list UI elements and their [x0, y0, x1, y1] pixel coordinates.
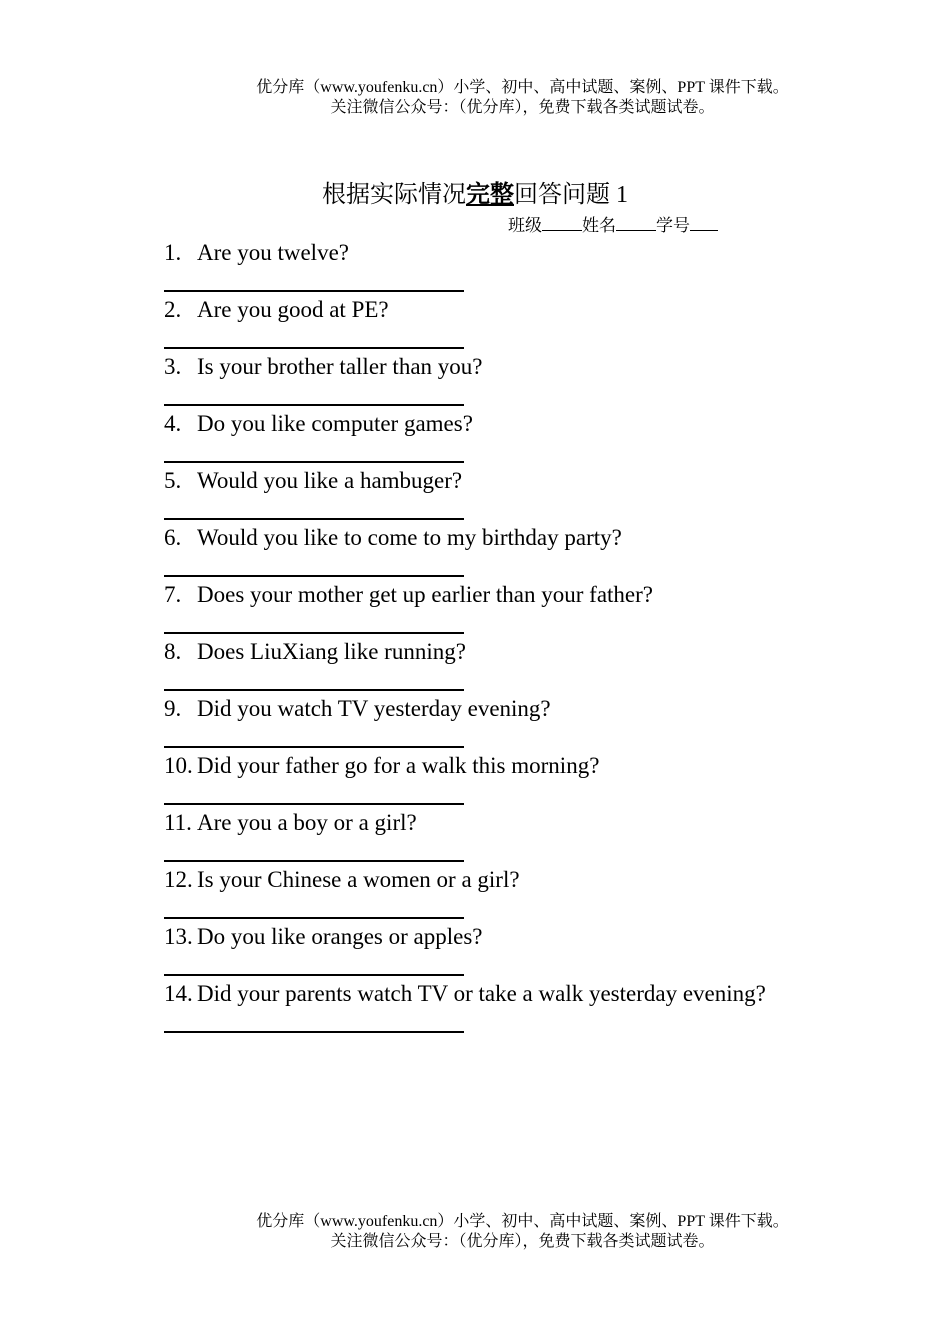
class-label: 班级 [508, 216, 542, 235]
footer-line-1: 优分库（www.youfenku.cn）小学、初中、高中试题、案例、PPT 课件下载。 [256, 1213, 789, 1230]
question-item-9 [164, 692, 864, 749]
name-label: 姓名 [582, 216, 616, 235]
answer-line[interactable] [164, 746, 464, 748]
footer-line-2: 关注微信公众号：（优分库），免费下载各类试题试卷。 [330, 1233, 715, 1250]
student-id-blank[interactable] [690, 214, 718, 231]
answer-line[interactable] [164, 518, 464, 520]
name-blank[interactable] [616, 214, 656, 231]
question-number: 7. [164, 582, 182, 607]
question-item-8 [164, 635, 864, 692]
question-text: Is your brother taller than you? [197, 354, 483, 379]
question-item-7 [164, 578, 864, 635]
question-item-4 [164, 407, 864, 464]
header-line-1: 优分库（www.youfenku.cn）小学、初中、高中试题、案例、PPT 课件下载。 [256, 79, 789, 96]
title-emphasis: 完整 [466, 182, 514, 208]
title-suffix: 回答问题 1 [514, 182, 628, 208]
question-text: Are you twelve? [197, 240, 349, 265]
student-id-label: 学号 [656, 216, 690, 235]
question-number: 4. [164, 411, 182, 436]
answer-line[interactable] [164, 461, 464, 463]
answer-line[interactable] [164, 974, 464, 976]
answer-line[interactable] [164, 632, 464, 634]
question-number: 13. [164, 924, 193, 949]
question-item-5 [164, 464, 864, 521]
question-item-1 [164, 236, 864, 293]
question-item-3 [164, 350, 864, 407]
question-text: Does your mother get up earlier than your father? [197, 582, 653, 607]
answer-line[interactable] [164, 917, 464, 919]
question-text: Did your parents watch TV or take a walk yesterday evening? [197, 981, 766, 1006]
question-number: 5. [164, 468, 182, 493]
question-text: Are you good at PE? [197, 297, 389, 322]
question-text: Does LiuXiang like running? [197, 639, 466, 664]
answer-line[interactable] [164, 803, 464, 805]
answer-line[interactable] [164, 290, 464, 292]
worksheet-title [0, 180, 950, 210]
question-text: Is your Chinese a women or a girl? [197, 867, 520, 892]
question-number: 1. [164, 240, 182, 265]
question-item-13 [164, 920, 864, 977]
question-number: 8. [164, 639, 182, 664]
page-header [0, 78, 950, 118]
title-prefix: 根据实际情况 [322, 182, 466, 208]
answer-line[interactable] [164, 689, 464, 691]
answer-line[interactable] [164, 1031, 464, 1033]
question-text: Did you watch TV yesterday evening? [197, 696, 551, 721]
question-number: 6. [164, 525, 182, 550]
question-item-10 [164, 749, 864, 806]
question-list [164, 236, 864, 1034]
header-line-2: 关注微信公众号：（优分库），免费下载各类试题试卷。 [330, 99, 715, 116]
question-item-2 [164, 293, 864, 350]
question-text: Do you like computer games? [197, 411, 473, 436]
answer-line[interactable] [164, 347, 464, 349]
class-blank[interactable] [542, 214, 582, 231]
question-number: 11. [164, 810, 192, 835]
page-footer [0, 1212, 950, 1252]
answer-line[interactable] [164, 404, 464, 406]
question-number: 10. [164, 753, 193, 778]
question-item-12 [164, 863, 864, 920]
question-number: 3. [164, 354, 182, 379]
question-number: 14. [164, 981, 193, 1006]
question-number: 9. [164, 696, 182, 721]
question-text: Would you like a hambuger? [197, 468, 463, 493]
question-text: Did your father go for a walk this morning? [197, 753, 600, 778]
question-number: 2. [164, 297, 182, 322]
answer-line[interactable] [164, 860, 464, 862]
student-info-line [508, 214, 718, 237]
question-text: Are you a boy or a girl? [197, 810, 417, 835]
question-text: Would you like to come to my birthday party? [197, 525, 622, 550]
question-text: Do you like oranges or apples? [197, 924, 483, 949]
question-item-6 [164, 521, 864, 578]
question-item-14 [164, 977, 864, 1034]
answer-line[interactable] [164, 575, 464, 577]
question-item-11 [164, 806, 864, 863]
question-number: 12. [164, 867, 193, 892]
